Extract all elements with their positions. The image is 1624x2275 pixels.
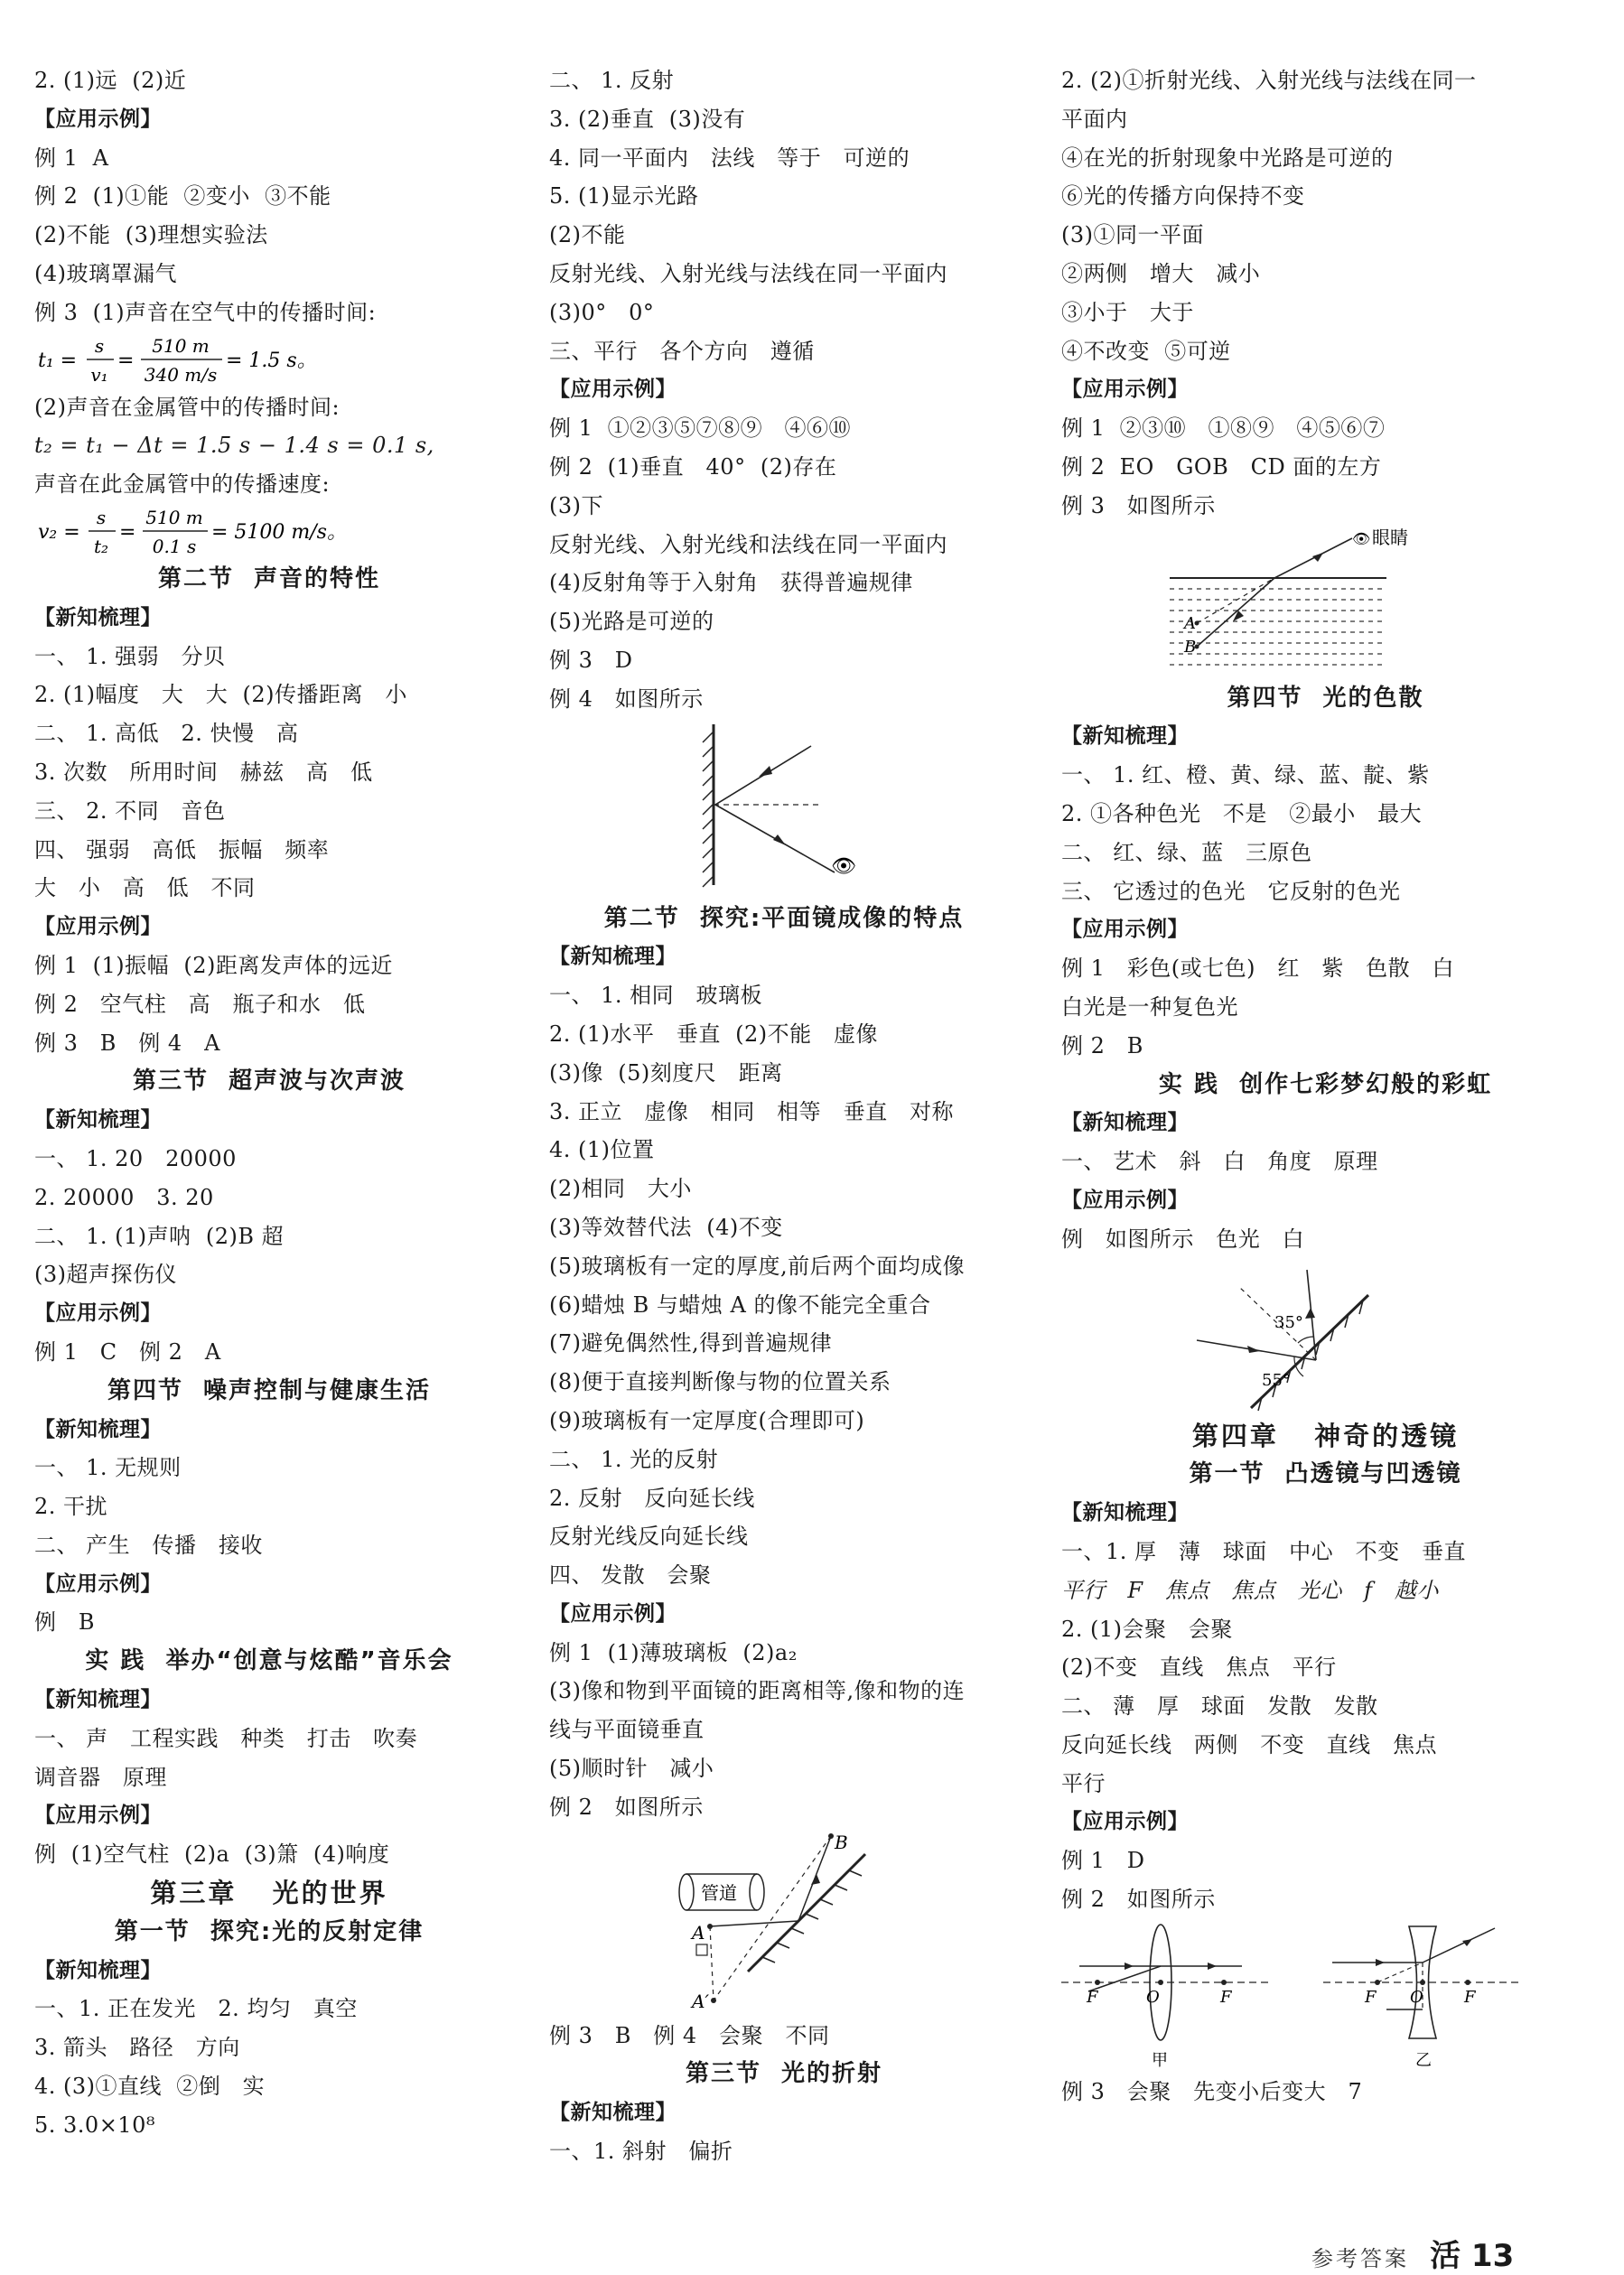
chapter-title: 第四章 神奇的透镜 xyxy=(1191,1420,1460,1451)
text-line: (9)玻璃板有一定厚度(合理即可) xyxy=(549,1407,865,1433)
section-header: 【应用示例】 xyxy=(1061,1188,1189,1212)
eye-label: 眼睛 xyxy=(1372,526,1408,548)
text-line: 例 3 会聚 先变小后变大 7 xyxy=(1061,2078,1363,2104)
chapter-title: 第三章 光的世界 xyxy=(150,1878,388,1909)
section-title: 第一节 探究:光的反射定律 xyxy=(114,1917,425,1945)
text-line: 一、 1. 强弱 分贝 xyxy=(34,643,226,669)
point-b: B xyxy=(835,1831,848,1853)
text-line: (3)像 (5)刻度尺 距离 xyxy=(549,1059,783,1086)
text-line: 一、 1. 20 20000 xyxy=(34,1145,237,1171)
text-line: 例 2 (1)垂直 40° (2)存在 xyxy=(549,453,837,480)
text-line: 例 1 彩色(或七色) 红 紫 色散 白 xyxy=(1061,956,1455,982)
text-line: 例 3 D xyxy=(549,647,633,673)
section-header: 【新知梳理】 xyxy=(34,1958,162,1982)
text-line: 一、 艺术 斜 白 角度 原理 xyxy=(1061,1149,1378,1175)
text-line: 三、平行 各个方向 遵循 xyxy=(549,338,815,364)
focus-label: F xyxy=(1464,1987,1476,2007)
text-line: 例 1 (1)薄玻璃板 (2)a₂ xyxy=(549,1639,798,1665)
text-line: ⑥光的传播方向保持不变 xyxy=(1061,183,1305,210)
text-line: 一、1. 厚 薄 球面 中心 不变 垂直 xyxy=(1061,1538,1466,1564)
text-line: 二、 薄 厚 球面 发散 发散 xyxy=(1061,1693,1378,1720)
text-line: ②两侧 增大 减小 xyxy=(1061,260,1261,286)
formula-eq: = xyxy=(117,349,135,372)
section-header: 【应用示例】 xyxy=(549,1601,677,1626)
text-line: 例 2 如图所示 xyxy=(549,1794,704,1820)
text-line: 例 1 A xyxy=(34,145,109,171)
formula-numerator: s xyxy=(96,506,107,528)
formula-rhs: = 5100 m/s。 xyxy=(211,520,347,544)
text-line: 二、 产生 传播 接收 xyxy=(34,1532,263,1558)
section-header: 【应用示例】 xyxy=(1061,378,1189,402)
text-line: 3. (2)垂直 (3)没有 xyxy=(549,106,746,132)
formula-metal-speed xyxy=(34,504,504,560)
eye-icon: 👁 xyxy=(831,854,856,878)
text-line: (6)蜡烛 B 与蜡烛 A 的像不能完全重合 xyxy=(549,1291,931,1318)
text-line: (3)等效替代法 (4)不变 xyxy=(549,1214,783,1240)
text-line: 平行 xyxy=(1061,1770,1106,1796)
point-a: A xyxy=(1184,613,1196,633)
page-number: 活 13 xyxy=(1430,2238,1515,2274)
text-line: (2)相同 大小 xyxy=(549,1176,692,1202)
text-line: (3)超声探伤仪 xyxy=(34,1262,177,1288)
eye-icon: 👁 xyxy=(1352,529,1371,547)
text-line: 例 2 B xyxy=(1061,1032,1143,1058)
text-line: 反射光线、入射光线与法线在同一平面内 xyxy=(549,260,947,286)
text-line: ③小于 大于 xyxy=(1061,299,1194,325)
text-line: 2. 20000 3. 20 xyxy=(34,1184,214,1210)
text-line: (8)便于直接判断像与物的位置关系 xyxy=(549,1369,891,1395)
text-line: 2. 干扰 xyxy=(34,1494,108,1520)
figure-caption: 乙 xyxy=(1415,2050,1432,2070)
figure-lenses xyxy=(1061,1919,1590,2073)
text-line: ④在光的折射现象中光路是可逆的 xyxy=(1061,145,1394,171)
text-line: 例 2 (1)①能 ②变小 ③不能 xyxy=(34,183,331,210)
text-line: 2. (1)幅度 大 大 (2)传播距离 小 xyxy=(34,682,407,708)
text-line: 白光是一种复色光 xyxy=(1061,993,1238,1020)
text-line: (4)玻璃罩漏气 xyxy=(34,260,177,286)
section-title: 第三节 光的折射 xyxy=(685,2060,883,2088)
point-a-image: A′ xyxy=(692,1990,709,2012)
text-line: 2. ①各种色光 不是 ②最小 最大 xyxy=(1061,800,1423,826)
section-header: 【应用示例】 xyxy=(1061,918,1189,942)
text-line: 四、 发散 会聚 xyxy=(549,1562,712,1589)
section-title: 第四节 噪声控制与健康生活 xyxy=(107,1376,432,1404)
section-header: 【应用示例】 xyxy=(34,1804,162,1828)
section-header: 【新知梳理】 xyxy=(1061,1501,1189,1525)
text-line: 例 1 ①②③⑤⑦⑧⑨ ④⑥⑩ xyxy=(549,415,852,442)
text-line: 5. (1)显示光路 xyxy=(549,183,699,210)
formula-denominator: v₁ xyxy=(90,363,108,386)
center-label: O xyxy=(1410,1987,1423,2007)
text-line: 一、 1. 无规则 xyxy=(34,1455,182,1481)
text-line: 例 B xyxy=(34,1609,96,1636)
section-header: 【新知梳理】 xyxy=(1061,724,1189,749)
text-line: 四、 强弱 高低 振幅 频率 xyxy=(34,836,330,862)
formula-lhs: v₂ = xyxy=(38,520,80,544)
text-line: 例 如图所示 色光 白 xyxy=(1061,1226,1305,1252)
section-header: 【应用示例】 xyxy=(34,1301,162,1326)
section-title: 第一节 凸透镜与凹透镜 xyxy=(1189,1460,1462,1488)
figure-periscope-mirror xyxy=(549,1827,1019,2017)
text-line: (3)0° 0° xyxy=(549,299,655,325)
section-header: 【新知梳理】 xyxy=(34,1108,162,1133)
text-line: 4. 同一平面内 法线 等于 可逆的 xyxy=(549,145,910,171)
text-line: 三、 2. 不同 音色 xyxy=(34,797,226,824)
text-line: (2)不能 xyxy=(549,222,626,248)
text-line: 2. (2)①折射光线、入射光线与法线在同一 xyxy=(1061,68,1477,93)
text-line: 声音在此金属管中的传播速度: xyxy=(34,471,331,498)
section-title: 第三节 超声波与次声波 xyxy=(132,1068,406,1096)
text-line: 一、 1. 红、橙、黄、绿、蓝、靛、紫 xyxy=(1061,762,1430,788)
point-a: A xyxy=(692,1921,705,1944)
text-line: 例 1 ②③⑩ ①⑧⑨ ④⑤⑥⑦ xyxy=(1061,415,1386,442)
section-header: 【应用示例】 xyxy=(1061,1810,1189,1834)
section-title: 第二节 探究:平面镜成像的特点 xyxy=(603,904,965,932)
formula-denominator: 0.1 s xyxy=(152,535,197,557)
section-header: 【应用示例】 xyxy=(34,1571,162,1596)
angle-label: 35° xyxy=(1274,1312,1303,1332)
figure-water-refraction xyxy=(1061,526,1590,679)
text-line: 反射光线、入射光线和法线在同一平面内 xyxy=(549,531,947,557)
formula-denominator: t₂ xyxy=(93,535,109,557)
text-line: 例 3 如图所示 xyxy=(1061,492,1216,518)
text-line: 3. 次数 所用时间 赫兹 高 低 xyxy=(34,759,373,785)
section-header: 【新知梳理】 xyxy=(34,605,162,629)
text-line: 例 2 如图所示 xyxy=(1061,1887,1216,1913)
text-line: (5)光路是可逆的 xyxy=(549,609,714,635)
formula-lhs: t₁ = xyxy=(38,349,78,372)
text-line: 一、1. 斜射 偏折 xyxy=(549,2139,733,2165)
text-line: 例 3 B 例 4 A xyxy=(34,1030,220,1056)
text-line: 一、 1. 相同 玻璃板 xyxy=(549,983,763,1009)
text-line: (3)像和物到平面镜的距离相等,像和物的连 xyxy=(549,1678,966,1704)
text-line: (4)反射角等于入射角 获得普遍规律 xyxy=(549,570,913,596)
mirror-hatch xyxy=(703,732,714,887)
text-line: (2)不变 直线 焦点 平行 xyxy=(1061,1655,1337,1681)
text-line: 大 小 高 低 不同 xyxy=(34,875,256,901)
formula-eq: = xyxy=(119,520,136,544)
text-line: 例 1 (1)振幅 (2)距离发声体的远近 xyxy=(34,952,393,978)
formula-numerator: s xyxy=(94,334,105,357)
text-line: (7)避免偶然性,得到普遍规律 xyxy=(549,1330,833,1357)
point-b: B xyxy=(1184,637,1197,657)
section-header: 【新知梳理】 xyxy=(34,1417,162,1441)
formula-air-time xyxy=(34,332,504,388)
figure-mirror-reflection xyxy=(549,719,1019,900)
formula-numerator: 510 m xyxy=(152,334,210,357)
text-line: 二、 1. (1)声呐 (2)B 超 xyxy=(34,1223,285,1249)
text-line: 4. (3)①直线 ②倒 实 xyxy=(34,2074,266,2100)
text-line: 3. 箭头 路径 方向 xyxy=(34,2035,240,2061)
footer-label: 参考答案 xyxy=(1311,2246,1409,2271)
text-line: 例 1 C 例 2 A xyxy=(34,1338,221,1365)
formula-denominator: 340 m/s xyxy=(144,363,218,386)
section-header: 【新知梳理】 xyxy=(549,2101,677,2125)
text-line: (5)玻璃板有一定的厚度,前后两个面均成像 xyxy=(549,1253,966,1279)
text-line: 例 4 如图所示 xyxy=(549,685,704,712)
text-line: (3)①同一平面 xyxy=(1061,222,1204,248)
focus-label: F xyxy=(1087,1987,1098,2007)
text-line: 例 (1)空气柱 (2)a (3)箫 (4)响度 xyxy=(34,1841,390,1868)
text-line: 调音器 原理 xyxy=(34,1764,167,1790)
text-line: 例 2 EO GOB CD 面的左方 xyxy=(1061,453,1382,480)
section-title: 第四节 光的色散 xyxy=(1227,684,1424,712)
text-line: 线与平面镜垂直 xyxy=(549,1717,705,1743)
section-header: 【应用示例】 xyxy=(34,915,162,939)
focus-label: F xyxy=(1365,1987,1377,2007)
column-2 xyxy=(549,61,1019,2171)
text-line: 例 2 空气柱 高 瓶子和水 低 xyxy=(34,991,366,1017)
focus-label: F xyxy=(1220,1987,1232,2007)
section-header: 【应用示例】 xyxy=(34,107,162,131)
section-header: 【应用示例】 xyxy=(549,378,677,402)
text-line: 三、 它透过的色光 它反射的色光 xyxy=(1061,878,1401,904)
tube-label: 管道 xyxy=(701,1881,737,1904)
formula-rhs: = 1.5 s。 xyxy=(226,349,317,372)
text-line: 2. (1)水平 垂直 (2)不能 虚像 xyxy=(549,1021,879,1047)
text-line: 2. 反射 反向延长线 xyxy=(549,1485,755,1511)
page-footer xyxy=(1311,2231,1514,2275)
text-line: 例 3 (1)声音在空气中的传播时间: xyxy=(34,299,377,325)
water-lines xyxy=(1170,589,1386,665)
text-line: 一、1. 正在发光 2. 均匀 真空 xyxy=(34,1996,358,2022)
figure-caption: 甲 xyxy=(1152,2050,1168,2070)
text-line: 二、 红、绿、蓝 三原色 xyxy=(1061,839,1312,865)
text-line: (2)声音在金属管中的传播时间: xyxy=(34,394,341,420)
column-3 xyxy=(1061,61,1590,2112)
center-label: O xyxy=(1146,1987,1160,2007)
text-line: 5. 3.0×10⁸ xyxy=(34,2112,155,2138)
text-line: 二、 1. 反射 xyxy=(549,68,675,93)
text-line: 3. 正立 虚像 相同 相等 垂直 对称 xyxy=(549,1098,954,1124)
text-line: 例 1 D xyxy=(1061,1848,1145,1874)
section-title: 实 践 创作七彩梦幻般的彩虹 xyxy=(1158,1070,1493,1098)
figure-rainbow-reflection xyxy=(1061,1259,1590,1417)
text-line: 反向延长线 两侧 不变 直线 焦点 xyxy=(1061,1731,1438,1758)
section-title: 实 践 举办“创意与炫酷”音乐会 xyxy=(85,1647,453,1675)
text-line: 例 3 B 例 4 会聚 不同 xyxy=(549,2022,830,2048)
text-line: 二、 1. 高低 2. 快慢 高 xyxy=(34,721,299,747)
text-line: 2. (1)会聚 会聚 xyxy=(1061,1616,1233,1642)
section-header: 【新知梳理】 xyxy=(549,945,677,969)
text-line: ④不改变 ⑤可逆 xyxy=(1061,338,1231,364)
text-line: 一、 声 工程实践 种类 打击 吹奏 xyxy=(34,1725,418,1751)
text-line: 2. (1)远 (2)近 xyxy=(34,68,187,93)
section-header: 【新知梳理】 xyxy=(1061,1111,1189,1135)
text-line: 二、 1. 光的反射 xyxy=(549,1446,719,1472)
text-line: (5)顺时针 减小 xyxy=(549,1756,714,1782)
text-line: 平行 F 焦点 焦点 光心 f 越小 xyxy=(1061,1577,1439,1603)
formula-numerator: 510 m xyxy=(145,506,203,528)
text-line: (3)下 xyxy=(549,492,603,518)
angle-label: 55° xyxy=(1262,1370,1291,1390)
column-1 xyxy=(34,61,504,2145)
section-header: 【新知梳理】 xyxy=(34,1688,162,1712)
text-line: 反射光线反向延长线 xyxy=(549,1524,749,1550)
text-line: t₂ = t₁ − Δt = 1.5 s − 1.4 s = 0.1 s, xyxy=(34,433,434,459)
text-line: (2)不能 (3)理想实验法 xyxy=(34,222,268,248)
text-line: 平面内 xyxy=(1061,106,1128,132)
text-line: 4. (1)位置 xyxy=(549,1137,655,1163)
section-title: 第二节 声音的特性 xyxy=(157,564,381,592)
